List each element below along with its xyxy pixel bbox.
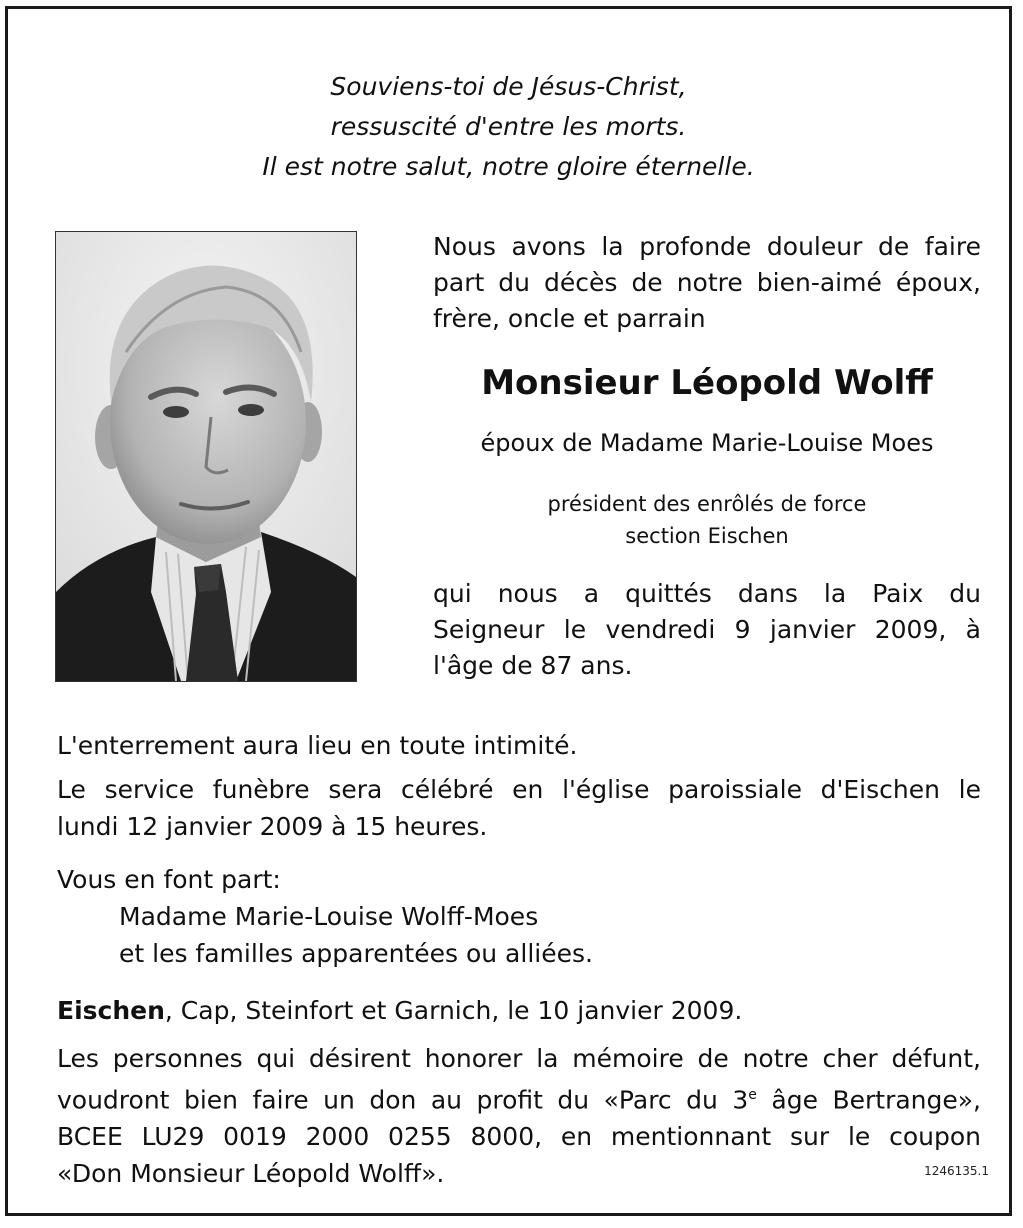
portrait-photo: [55, 231, 357, 682]
donation-line: BCEE LU29 0019 2000 0255 8000, en mentionnant sur le coupon: [57, 1122, 981, 1152]
burial-notice: [57, 727, 981, 764]
announcer-line: et les familles apparentées ou alliées.: [119, 939, 593, 968]
departure-line: qui nous a quittés dans la Paix du: [433, 579, 981, 608]
service-notice: [57, 771, 981, 845]
place-rest: , Cap, Steinfort et Garnich, le 10 janvier 2009.: [164, 996, 743, 1025]
verse: [8, 67, 1009, 187]
donation-notice: [57, 1040, 981, 1192]
announcement-intro: [433, 229, 981, 337]
departure-line: Seigneur le vendredi 9 janvier 2009, à: [433, 615, 981, 644]
intro-line: part du décès de notre bien-aimé époux,: [433, 268, 981, 297]
ordinal-superscript: e: [748, 1087, 757, 1103]
deceased-name: Monsieur Léopold Wolff: [481, 363, 933, 403]
donation-text: âge Bertrange»,: [756, 1085, 982, 1115]
role-line: section Eischen: [625, 524, 789, 548]
intro-line: Nous avons la profonde douleur de faire: [433, 232, 981, 261]
donation-line: [57, 1077, 981, 1118]
place-town: Eischen: [57, 996, 165, 1025]
donation-text: voudront bien faire un don au profit du «Parc du 3: [57, 1085, 749, 1115]
announcer-line: Madame Marie-Louise Wolff-Moes: [119, 902, 539, 931]
role-line: président des enrôlés de force: [547, 492, 867, 516]
donation-line: Les personnes qui désirent honorer la mémoire de notre cher défunt,: [57, 1044, 981, 1073]
obituary-notice: [5, 6, 1012, 1216]
service-line: Le service funèbre sera célébré en l'église paroissiale d'Eischen le: [57, 775, 981, 804]
departure-text: [433, 576, 981, 684]
verse-line: Souviens-toi de Jésus-Christ,: [330, 72, 687, 101]
spouse-line: époux de Madame Marie-Louise Moes: [480, 429, 934, 457]
verse-line: Il est notre salut, notre gloire éternelle.: [262, 152, 755, 181]
departure-line: l'âge de 87 ans.: [433, 651, 633, 680]
intro-line: frère, oncle et parrain: [433, 304, 706, 333]
verse-line: ressuscité d'entre les morts.: [330, 112, 687, 141]
place-date-line: [57, 992, 981, 1029]
role-block: [433, 488, 981, 552]
burial-line: L'enterrement aura lieu en toute intimité.: [57, 731, 578, 760]
reference-number: 1246135.1: [924, 1164, 989, 1178]
donation-line: «Don Monsieur Léopold Wolff».: [57, 1159, 445, 1189]
announcers-block: [57, 861, 981, 972]
announcers-label: Vous en font part:: [57, 865, 281, 894]
service-line: lundi 12 janvier 2009 à 15 heures.: [57, 812, 488, 841]
